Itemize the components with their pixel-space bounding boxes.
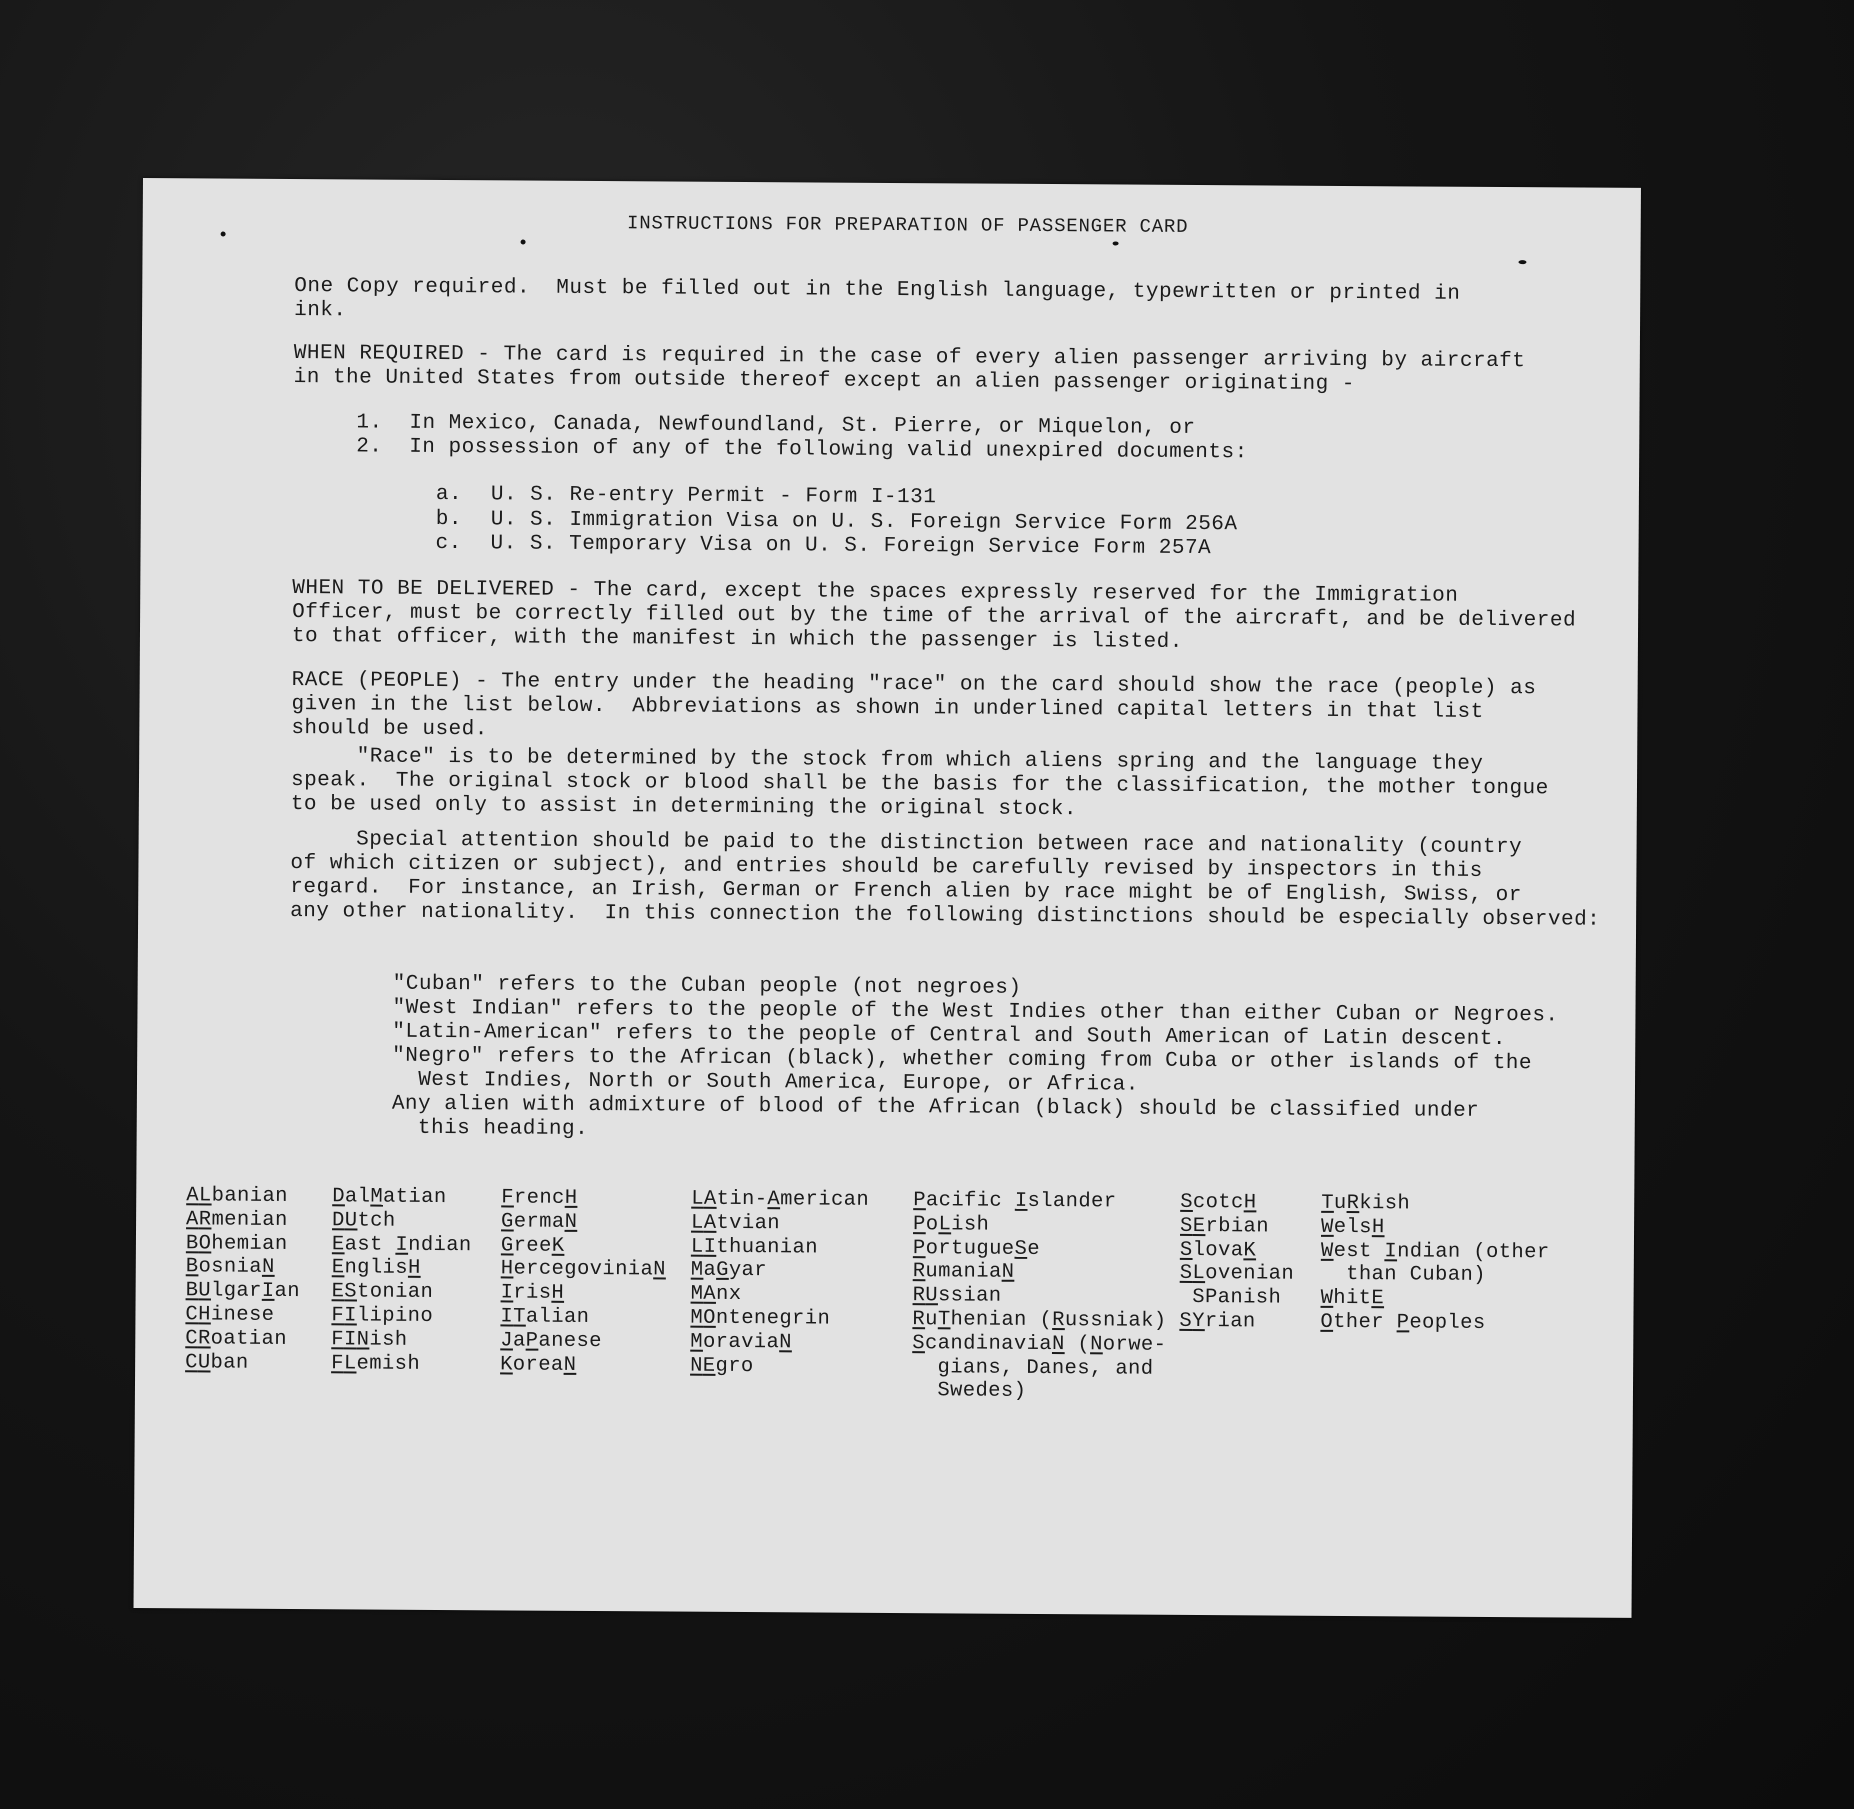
race-entry: FIlipino [331, 1304, 434, 1328]
race-entry: RumaniaN [912, 1260, 1015, 1285]
list-item: In Mexico, Canada, Newfoundland, St. Pierre, or Miquelon, or [409, 411, 1196, 440]
race-entry: SLovenian [1179, 1262, 1295, 1287]
race-column [1320, 1192, 1550, 1336]
race-determined-paragraph: "Race" is to be determined by the stock from which aliens spring and the language they speak. The original stock or blood shall be the basis for the classification, the mother tongue to be used only to assist in determining the original stock. [290, 744, 1549, 822]
race-entry: RuThenian (Russniak) [912, 1308, 1167, 1333]
race-entry: GreeK [500, 1233, 565, 1258]
race-entry: West Indian (other [1320, 1239, 1550, 1264]
list-item: In possession of any of the following valid unexpired documents: [409, 435, 1248, 465]
race-entry: RUssian [912, 1284, 1002, 1308]
when-required-paragraph: WHEN REQUIRED - The card is required in the case of every alien passenger arriving by aircraft in the United States from outside thereof except an alien passenger originating - [293, 342, 1526, 397]
race-column [1179, 1191, 1294, 1335]
race-entry: LAtvian [691, 1211, 781, 1236]
race-entry: DalMatian [332, 1185, 447, 1210]
race-entry: SPanish [1192, 1286, 1282, 1310]
race-column [912, 1189, 1167, 1405]
race-entry: gians, Danes, and [937, 1355, 1154, 1381]
race-entry: ScandinaviaN (Norwe- [912, 1331, 1167, 1357]
race-entry: Pacific Islander [913, 1189, 1117, 1214]
passenger-card-instructions-sheet [134, 178, 1641, 1618]
page-title: INSTRUCTIONS FOR PREPARATION OF PASSENGER CARD [626, 212, 1189, 238]
race-entry: Swedes) [937, 1379, 1027, 1404]
list-item: U. S. Immigration Visa on U. S. Foreign Service Form 256A [490, 508, 1238, 537]
race-entry: CUban [185, 1350, 249, 1375]
race-column [185, 1184, 301, 1375]
race-entry: MaGyar [690, 1259, 768, 1283]
race-column [690, 1188, 869, 1380]
race-entry: SlovaK [1179, 1238, 1257, 1262]
list-item: U. S. Temporary Visa on U. S. Foreign Service Form 257A [490, 532, 1212, 561]
race-entry: PoLish [913, 1212, 990, 1237]
list-item-letter: c. [435, 531, 462, 556]
race-entry: ARmenian [186, 1208, 288, 1232]
race-entry: WhitE [1320, 1287, 1385, 1311]
list-item: U. S. Re-entry Permit - Form I-131 [490, 483, 937, 510]
race-entry: MOntenegrin [690, 1306, 831, 1331]
list-item-number: 2. [356, 435, 383, 459]
race-entry: PortugueSe [912, 1236, 1041, 1261]
scan-speck [521, 240, 526, 245]
race-entry: MoraviaN [690, 1330, 792, 1355]
list-item-letter: a. [435, 482, 463, 507]
race-entry: ALbanian [186, 1184, 288, 1208]
race-entry: WelsH [1320, 1215, 1385, 1240]
distinctions-block: "Cuban" refers to the Cuban people (not negroes) "West Indian" refers to the people of the West Indies other than either Cuban or Negroes. "Latin-American" refers to the people of Central and South American of Latin descent. "Negro" refers to the African (black), whether coming from Cuba or other islands of the West Indies, North or South America, Europe, or Africa. Any alien with admixture of blood of the African (black) should be classified under this heading. [391, 972, 1559, 1141]
race-entry: East Indian [331, 1232, 472, 1257]
race-entry: EStonian [331, 1280, 434, 1305]
list-item-letter: b. [435, 507, 463, 532]
race-entry: DUtch [332, 1209, 396, 1233]
race-entry: SYrian [1179, 1309, 1256, 1334]
race-entry: ScotcH [1180, 1190, 1257, 1215]
when-delivered-paragraph: WHEN TO BE DELIVERED - The card, except the spaces expressly reserved for the Immigration Officer, must be correctly filled out by the time of the arrival of the aircraft, and be delivered to that officer, with the manifest in which the passenger is listed. [291, 576, 1577, 654]
scan-speck [221, 232, 226, 237]
race-entry: FLemish [331, 1351, 421, 1376]
scan-speck [1518, 260, 1526, 264]
race-entry: ITalian [500, 1305, 590, 1329]
race-entry: GermaN [501, 1210, 578, 1234]
list-item-number: 1. [356, 411, 383, 435]
race-entry: FrencH [501, 1186, 578, 1210]
race-column [500, 1186, 666, 1377]
race-entry: NEgro [690, 1354, 754, 1378]
intro-paragraph: One Copy required. Must be filled out in the English language, typewritten or printed in ink. [294, 275, 1461, 323]
race-entry: IrisH [500, 1281, 565, 1306]
race-entry: MAnx [690, 1282, 742, 1307]
race-entry: KoreaN [500, 1352, 577, 1377]
race-entry: than Cuban) [1346, 1263, 1486, 1288]
race-entry: HercegoviniaN [500, 1257, 666, 1282]
race-entry: BOhemian [185, 1231, 288, 1256]
race-entry: CHinese [185, 1303, 275, 1327]
race-entry: LIthuanian [690, 1235, 819, 1260]
race-entry: Other Peoples [1320, 1310, 1486, 1335]
race-entry: TuRkish [1321, 1191, 1411, 1216]
race-entry: BUlgarIan [185, 1279, 301, 1304]
race-entry: CRoatian [185, 1327, 288, 1351]
race-entry: FINish [331, 1328, 408, 1352]
race-people-paragraph: RACE (PEOPLE) - The entry under the heading "race" on the card should show the race (people) as given in the list below. Abbreviations as shown in underlined capital letters in that list should be used. [291, 668, 1537, 742]
race-column [331, 1185, 472, 1376]
scan-speck [1113, 241, 1119, 245]
race-entry: SErbian [1179, 1214, 1270, 1239]
race-entry: JaPanese [500, 1329, 602, 1353]
special-attention-paragraph: Special attention should be paid to the distinction between race and nationality (country of which citizen or subject), and entries should be carefully revised by inspectors in this regard. For instance, an Irish, German or French alien by race might be of English, Swiss, or any other nationality. In this connection the following distinctions should be especially observed: [290, 827, 1601, 932]
race-entry: BosniaN [185, 1255, 275, 1280]
race-entry: EnglisH [331, 1256, 421, 1281]
race-entry: LAtin-American [691, 1187, 870, 1212]
